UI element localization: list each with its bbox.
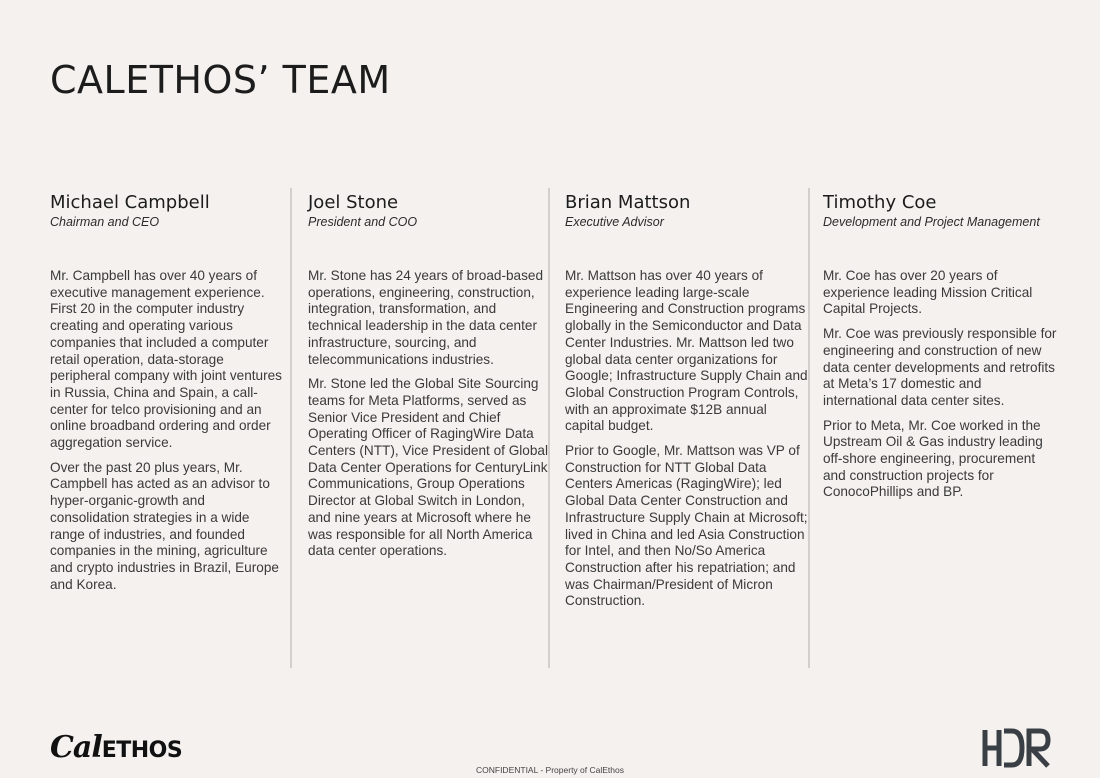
member-role: President and COO xyxy=(308,215,418,229)
member-bio xyxy=(308,268,548,560)
bio-paragraph: Mr. Mattson has over 40 years of experience leading large-scale Engineering and Construction programs globally in the Semiconductor and Data Center Industries. Mr. Mattson led two global data center organizations for Google; Infrastructure Supply Chain and Global Construction Program Controls, with an approximate $12B annual capital budget. xyxy=(565,268,808,434)
team-member-brian-mattson xyxy=(548,188,808,668)
member-name: Michael Campbell xyxy=(50,192,210,213)
bio-paragraph: Mr. Campbell has over 40 years of executive management experience. First 20 in the computer industry creating and operating various companies that included a computer retail operation, data-storage peripheral company with joint ventures in Russia, China and Spain, a call-center for telco provisioning and an online broadband ordering and order aggregation service. xyxy=(50,268,282,451)
member-name: Timothy Coe xyxy=(823,192,937,213)
bio-paragraph: Over the past 20 plus years, Mr. Campbell has acted as an advisor to hyper-organic-growth and consolidation strategies in a wide range of industries, and founded companies in the mining, agriculture and crypto industries in Brazil, Europe and Korea. xyxy=(50,459,279,592)
member-role: Development and Project Management xyxy=(823,215,1040,229)
member-name: Brian Mattson xyxy=(565,192,691,213)
team-member-michael-campbell xyxy=(50,188,282,668)
bio-paragraph: Prior to Meta, Mr. Coe worked in the Upstream Oil & Gas industry leading off-shore engineering, procurement and construction projects for ConocoPhillips and BP. xyxy=(823,417,1043,500)
bio-paragraph: Mr. Stone has 24 years of broad-based operations, engineering, construction, integration, transformation, and technical leadership in the data center infrastructure, sourcing, and telecommunications industries. xyxy=(308,268,544,367)
team-section xyxy=(0,188,1100,668)
bio-paragraph: Mr. Coe has over 20 years of experience leading Mission Critical Capital Projects. xyxy=(823,268,1033,317)
team-member-joel-stone xyxy=(290,188,548,668)
hdr-logo xyxy=(982,728,1052,768)
confidential-footer: CONFIDENTIAL - Property of CalEthos xyxy=(475,765,624,775)
page-title: CALETHOS’ TEAM xyxy=(50,58,391,102)
member-bio xyxy=(565,268,808,610)
member-name: Joel Stone xyxy=(308,192,399,213)
member-bio xyxy=(50,268,282,593)
team-member-timothy-coe xyxy=(808,188,1058,668)
calethos-logo-block: ETHOS xyxy=(101,738,183,763)
calethos-logo xyxy=(50,730,182,766)
member-role: Chairman and CEO xyxy=(50,215,160,229)
calethos-logo-script: Cal xyxy=(50,730,102,765)
bio-paragraph: Prior to Google, Mr. Mattson was VP of Construction for NTT Global Data Centers Americas (RagingWire); led Global Data Center Construction and Infrastructure Supply Chain at Microsoft; lived in China and led Asia Construction for Intel, and then No/So America Construction after his repatriation; and was Chairman/President of Micron Construction. xyxy=(565,443,808,609)
member-role: Executive Advisor xyxy=(565,215,664,229)
bio-paragraph: Mr. Coe was previously responsible for engineering and construction of new data center developments and retrofits at Meta’s 17 domestic and international data center sites. xyxy=(823,326,1057,408)
bio-paragraph: Mr. Stone led the Global Site Sourcing teams for Meta Platforms, served as Senior Vice President and Chief Operating Officer of RagingWire Data Centers (NTT), Vice President of Global Data Center Operations for CenturyLink Communications, Group Operations Director at Global Switch in London, and nine years at Microsoft where he was responsible for all North America data center operations. xyxy=(308,376,548,559)
member-bio xyxy=(823,268,1058,501)
